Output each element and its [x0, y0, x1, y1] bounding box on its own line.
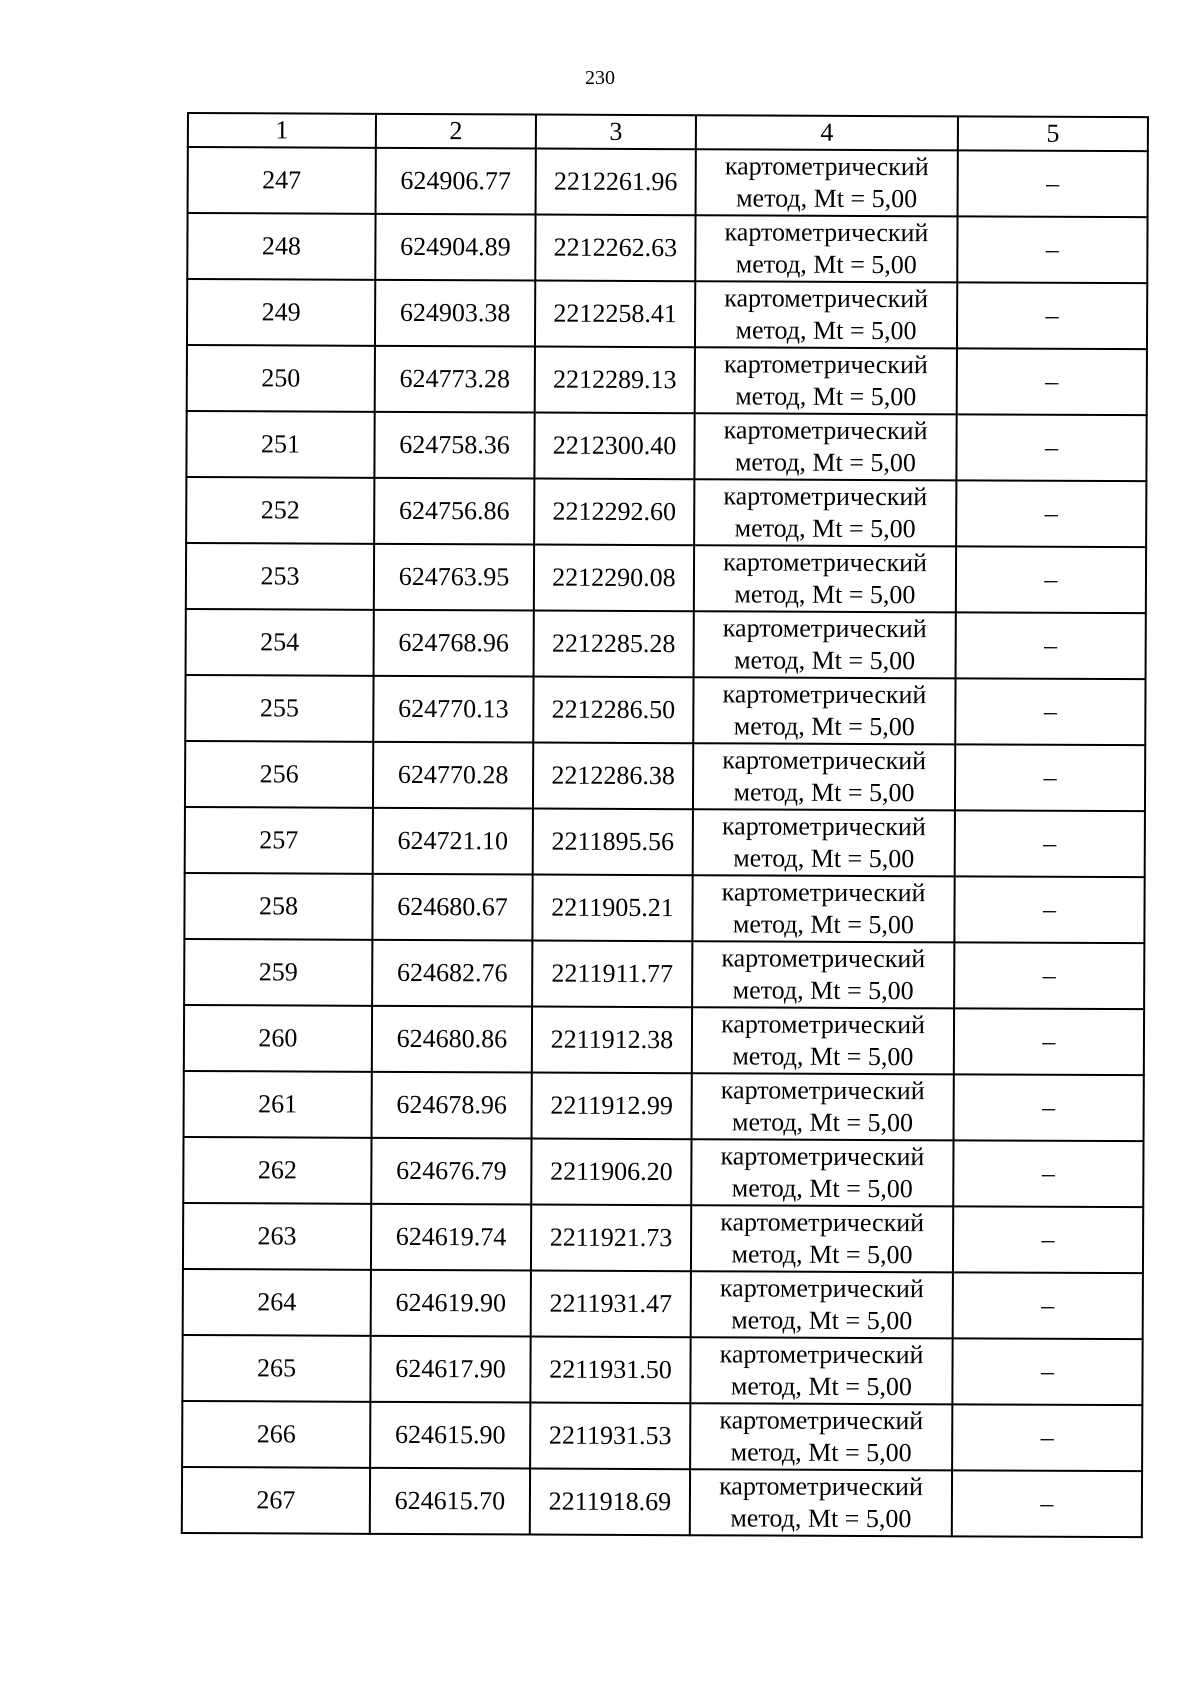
method-line-1: картометрический [724, 283, 929, 314]
column-header-2: 2 [376, 114, 536, 149]
coordinate-x: 624619.90 [371, 1270, 531, 1337]
table-row [182, 1335, 1142, 1405]
method-line-2: метод, Mt = 5,00 [732, 975, 914, 1006]
note-cell: – [956, 414, 1146, 481]
method-line-1: картометрический [721, 877, 926, 908]
method-cell [690, 1469, 952, 1536]
column-header-1: 1 [188, 113, 376, 148]
method-line-2: метод, Mt = 5,00 [731, 1239, 913, 1270]
coordinate-y: 2212262.63 [535, 215, 695, 282]
method-cell [693, 677, 955, 744]
method-line-1: картометрический [723, 415, 928, 446]
method-line-2: метод, Mt = 5,00 [731, 1305, 913, 1336]
note-cell: – [956, 546, 1146, 613]
coordinate-y: 2212261.96 [536, 149, 696, 216]
method-cell [695, 281, 957, 348]
table-row [183, 1137, 1143, 1207]
note-cell: – [954, 1008, 1144, 1075]
note-cell: – [953, 1206, 1143, 1273]
method-line-2: метод, Mt = 5,00 [734, 579, 916, 610]
method-line-2: метод, Mt = 5,00 [735, 315, 917, 346]
method-line-2: метод, Mt = 5,00 [734, 645, 916, 676]
method-line-1: картометрический [721, 1009, 925, 1040]
coordinate-y: 2211931.50 [530, 1337, 690, 1404]
point-number: 263 [183, 1203, 371, 1270]
coordinate-x: 624770.13 [373, 676, 533, 743]
coordinate-y: 2212258.41 [535, 281, 695, 348]
method-line-2: метод, Mt = 5,00 [733, 777, 915, 808]
coordinate-x: 624763.95 [374, 544, 534, 611]
note-cell: – [956, 480, 1146, 547]
coordinate-y: 2211911.77 [532, 941, 692, 1008]
coordinate-x: 624756.86 [374, 478, 534, 545]
table-row [187, 279, 1147, 349]
method-line-1: картометрический [724, 217, 929, 248]
method-line-1: картометрический [722, 679, 927, 710]
note-cell: – [953, 1272, 1143, 1339]
point-number: 262 [183, 1137, 371, 1204]
coordinate-x: 624903.38 [375, 280, 535, 347]
point-number: 258 [184, 873, 372, 940]
method-line-1: картометрический [723, 481, 928, 512]
method-line-1: картометрический [723, 349, 928, 380]
point-number: 253 [186, 543, 374, 610]
method-line-2: метод, Mt = 5,00 [732, 909, 915, 940]
point-number: 250 [187, 345, 375, 412]
note-cell: – [958, 150, 1148, 217]
table-row [186, 411, 1146, 481]
method-line-2: метод, Mt = 5,00 [734, 447, 917, 478]
method-line-1: картометрический [722, 745, 927, 776]
point-number: 256 [185, 741, 373, 808]
coordinate-y: 2211931.53 [530, 1403, 690, 1470]
method-cell [690, 1337, 952, 1404]
method-cell [691, 1139, 953, 1206]
point-number: 255 [185, 675, 373, 742]
column-header-5: 5 [958, 116, 1148, 151]
header-row [188, 113, 1148, 151]
coordinate-y: 2211931.47 [531, 1271, 691, 1338]
coordinate-y: 2212286.50 [533, 677, 693, 744]
table-row [185, 807, 1145, 877]
point-number: 267 [182, 1467, 370, 1534]
coordinate-y: 2212285.28 [534, 611, 694, 678]
point-number: 252 [186, 477, 374, 544]
coordinate-y: 2211905.21 [532, 875, 692, 942]
method-cell [694, 545, 956, 612]
point-number: 247 [188, 147, 376, 214]
table-row [182, 1401, 1142, 1471]
point-number: 265 [182, 1335, 370, 1402]
method-line-2: метод, Mt = 5,00 [733, 843, 915, 874]
coordinate-x: 624680.67 [372, 874, 532, 941]
coordinate-x: 624768.96 [374, 610, 534, 677]
coordinate-x: 624619.74 [371, 1204, 531, 1271]
note-cell: – [954, 1074, 1144, 1141]
table-header [188, 113, 1148, 151]
note-cell: – [955, 678, 1145, 745]
coordinate-x: 624676.79 [371, 1138, 531, 1205]
method-line-1: картометрический [723, 547, 928, 578]
point-number: 266 [182, 1401, 370, 1468]
note-cell: – [954, 942, 1144, 1009]
coordinate-x: 624904.89 [375, 214, 535, 281]
page-number: 230 [585, 67, 615, 89]
method-line-2: метод, Mt = 5,00 [730, 1437, 912, 1468]
note-cell: – [955, 744, 1145, 811]
method-line-1: картометрический [720, 1141, 925, 1172]
method-line-1: картометрический [721, 943, 926, 974]
point-number: 259 [184, 939, 372, 1006]
method-cell [692, 941, 954, 1008]
coordinate-y: 2212290.08 [534, 545, 694, 612]
method-line-1: картометрический [719, 1471, 923, 1502]
point-number: 260 [184, 1005, 372, 1072]
note-cell: – [957, 216, 1147, 283]
method-line-2: метод, Mt = 5,00 [736, 183, 918, 214]
note-cell: – [957, 282, 1147, 349]
table-row [184, 1005, 1144, 1075]
coordinate-y: 2211906.20 [531, 1139, 691, 1206]
note-cell: – [956, 612, 1146, 679]
note-cell: – [953, 1140, 1143, 1207]
point-number: 248 [187, 213, 375, 280]
coordinates-table [181, 112, 1149, 1538]
method-cell [692, 1073, 954, 1140]
column-header-3: 3 [536, 115, 696, 150]
note-cell: – [954, 876, 1144, 943]
point-number: 249 [187, 279, 375, 346]
method-line-2: метод, Mt = 5,00 [734, 513, 916, 544]
note-cell: – [952, 1338, 1142, 1405]
coordinate-x: 624758.36 [374, 412, 534, 479]
coordinate-y: 2212300.40 [534, 413, 694, 480]
point-number: 264 [183, 1269, 371, 1336]
column-header-4: 4 [696, 115, 958, 150]
table-row [182, 1467, 1142, 1537]
method-line-1: картометрический [719, 1273, 924, 1304]
coordinate-y: 2212292.60 [534, 479, 694, 546]
table-row [186, 543, 1146, 613]
method-line-1: картометрический [719, 1405, 924, 1436]
method-cell [693, 743, 955, 810]
method-cell [694, 611, 956, 678]
table-row [186, 477, 1146, 547]
coordinate-x: 624617.90 [370, 1336, 530, 1403]
coordinate-x: 624680.86 [372, 1006, 532, 1073]
coordinate-y: 2211895.56 [533, 809, 693, 876]
method-cell [695, 347, 957, 414]
method-cell [695, 215, 957, 282]
method-line-2: метод, Mt = 5,00 [733, 711, 915, 742]
method-cell [692, 875, 954, 942]
table-row [187, 345, 1147, 415]
coordinate-x: 624682.76 [372, 940, 532, 1007]
method-line-2: метод, Mt = 5,00 [731, 1173, 913, 1204]
table-row [184, 1071, 1144, 1141]
method-line-1: картометрический [724, 151, 929, 182]
method-line-1: картометрический [722, 613, 927, 644]
table-row [184, 939, 1144, 1009]
coordinate-x: 624906.77 [376, 148, 536, 215]
table-row [186, 609, 1146, 679]
coordinate-x: 624721.10 [373, 808, 533, 875]
coordinate-x: 624770.28 [373, 742, 533, 809]
table-body [182, 147, 1148, 1537]
coordinate-y: 2211918.69 [530, 1469, 690, 1536]
method-cell [693, 809, 955, 876]
method-line-2: метод, Mt = 5,00 [735, 249, 917, 280]
table-row [187, 213, 1147, 283]
method-line-2: метод, Mt = 5,00 [730, 1371, 913, 1402]
table-row [183, 1203, 1143, 1273]
table-row [183, 1269, 1143, 1339]
point-number: 257 [185, 807, 373, 874]
method-line-1: картометрический [720, 1207, 925, 1238]
point-number: 254 [186, 609, 374, 676]
coordinate-y: 2211921.73 [531, 1205, 691, 1272]
table-row [185, 741, 1145, 811]
method-line-1: картометрический [720, 1075, 925, 1106]
method-line-2: метод, Mt = 5,00 [735, 381, 917, 412]
note-cell: – [952, 1404, 1142, 1471]
method-line-2: метод, Mt = 5,00 [732, 1041, 914, 1072]
method-line-1: картометрический [721, 811, 926, 842]
coordinate-y: 2211912.38 [532, 1007, 692, 1074]
point-number: 251 [186, 411, 374, 478]
point-number: 261 [184, 1071, 372, 1138]
method-cell [690, 1403, 952, 1470]
table-row [185, 675, 1145, 745]
coordinate-x: 624615.90 [370, 1402, 530, 1469]
coordinate-x: 624678.96 [372, 1072, 532, 1139]
note-cell: – [957, 348, 1147, 415]
coordinate-x: 624773.28 [375, 346, 535, 413]
note-cell: – [952, 1470, 1142, 1537]
method-cell [691, 1271, 953, 1338]
method-line-1: картометрический [719, 1339, 924, 1370]
method-cell [691, 1205, 953, 1272]
method-line-2: метод, Mt = 5,00 [732, 1107, 914, 1138]
method-cell [692, 1007, 954, 1074]
coordinate-x: 624615.70 [370, 1468, 530, 1535]
method-cell [694, 479, 956, 546]
table-row [188, 147, 1148, 217]
method-cell [696, 149, 958, 216]
coordinate-y: 2212286.38 [533, 743, 693, 810]
note-cell: – [955, 810, 1145, 877]
method-line-2: метод, Mt = 5,00 [730, 1503, 912, 1534]
coordinate-y: 2212289.13 [535, 347, 695, 414]
method-cell [694, 413, 956, 480]
coordinate-y: 2211912.99 [532, 1073, 692, 1140]
table-row [184, 873, 1144, 943]
